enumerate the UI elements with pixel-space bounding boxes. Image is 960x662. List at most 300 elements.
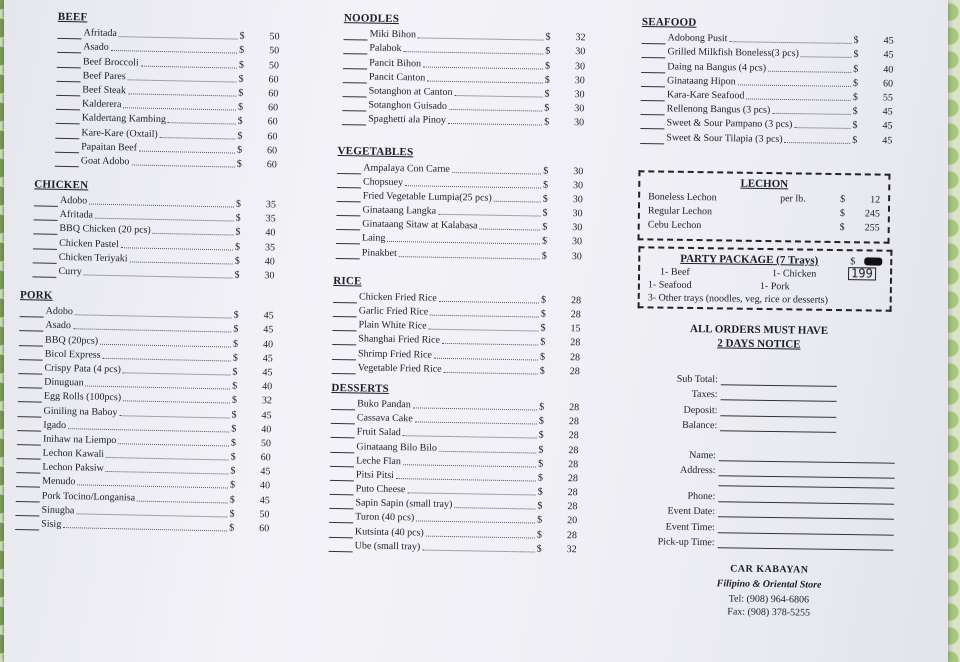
- order-qty-blank[interactable]: [641, 91, 665, 101]
- currency-sign: $: [539, 401, 545, 413]
- order-qty-blank[interactable]: [641, 77, 665, 87]
- order-qty-blank[interactable]: [16, 478, 40, 489]
- menu-item-name: Ginataang Hipon: [667, 75, 736, 88]
- menu-item-price: 45: [882, 120, 893, 132]
- leader-dots: [439, 450, 536, 453]
- deposit-label: Deposit:: [683, 404, 718, 416]
- order-qty-blank[interactable]: [16, 463, 40, 474]
- order-qty-blank[interactable]: [17, 449, 41, 460]
- currency-sign: $: [229, 479, 236, 492]
- order-qty-blank[interactable]: [15, 520, 39, 531]
- currency-sign: $: [544, 74, 550, 86]
- leader-dots: [118, 443, 229, 446]
- menu-item-name: Palabok: [369, 42, 402, 55]
- event-date-label: Event Date:: [667, 505, 716, 518]
- store-tel: Tel: (908) 964-6806: [728, 593, 810, 606]
- leader-dots: [429, 329, 539, 332]
- order-qty-blank[interactable]: [342, 115, 366, 125]
- menu-item-price: 28: [566, 529, 577, 541]
- section-pork: [7, 289, 274, 535]
- section-title-seafood: SEAFOOD: [641, 16, 697, 29]
- menu-item-name: Sweet & Sour Pampano (3 pcs): [666, 117, 793, 131]
- menu-item-price: 30: [571, 250, 582, 262]
- leader-dots: [121, 247, 233, 250]
- section-title-noodles: NOODLES: [343, 12, 400, 26]
- order-qty-blank[interactable]: [343, 87, 367, 97]
- party-line1-left: 1- Beef: [660, 266, 690, 278]
- party-title: PARTY PACKAGE (7 Trays): [680, 252, 819, 267]
- order-qty-blank[interactable]: [343, 73, 367, 83]
- menu-column-2: [328, 12, 586, 564]
- menu-item-name: Chicken Fried Rice: [358, 291, 437, 304]
- leader-dots: [452, 172, 541, 175]
- menu-item-name: Vegetable Fried Rice: [357, 362, 442, 375]
- currency-sign: $: [544, 60, 551, 72]
- menu-item-name: Dinuguan: [44, 376, 84, 389]
- order-qty-blank[interactable]: [15, 506, 39, 517]
- order-qty-blank[interactable]: [329, 528, 353, 538]
- currency-sign: $: [237, 144, 243, 156]
- currency-sign: $: [231, 409, 237, 421]
- menu-item-price: 40: [261, 423, 272, 436]
- order-qty-blank[interactable]: [336, 220, 360, 230]
- order-qty-blank[interactable]: [18, 364, 42, 375]
- order-qty-blank[interactable]: [332, 350, 356, 360]
- lechon-item-price: 245: [864, 208, 880, 220]
- menu-item-price: 30: [572, 179, 584, 191]
- section-seafood: [640, 16, 894, 147]
- menu-item-name: Inihaw na Liempo: [42, 433, 117, 447]
- leader-dots: [479, 229, 540, 231]
- order-qty-blank[interactable]: [329, 513, 353, 523]
- order-qty-blank[interactable]: [330, 442, 354, 452]
- menu-item-price: 40: [259, 480, 271, 492]
- menu-item-name: Sotanghon at Canton: [368, 85, 453, 98]
- currency-sign: $: [237, 130, 243, 142]
- order-qty-blank[interactable]: [333, 307, 357, 317]
- leader-dots: [137, 500, 228, 503]
- currency-sign: $: [536, 529, 543, 541]
- menu-item-name: Pinakbet: [361, 247, 397, 259]
- order-qty-blank[interactable]: [329, 542, 353, 552]
- menu-item-name: Kutsinta (40 pcs): [354, 526, 424, 539]
- menu-item-name: Sisig: [41, 518, 62, 531]
- section-noodles: [336, 12, 586, 130]
- order-qty-blank[interactable]: [32, 267, 56, 278]
- menu-item-name: Leche Flan: [356, 455, 401, 467]
- order-qty-blank[interactable]: [33, 225, 57, 236]
- menu-item-name: Rellenong Bangus (3 pcs): [666, 103, 771, 116]
- menu-item-name: Shanghai Fried Rice: [358, 333, 441, 347]
- lechon-item-price: 255: [864, 222, 880, 234]
- leader-dots: [139, 150, 235, 153]
- menu-item-price: 40: [262, 381, 273, 393]
- menu-item-name: Chicken Pastel: [59, 237, 119, 250]
- leader-dots: [434, 357, 538, 360]
- balance-field[interactable]: [720, 420, 836, 433]
- menu-item-name: Ginataang Langka: [362, 204, 437, 217]
- leader-dots: [449, 109, 542, 112]
- currency-sign: $: [232, 380, 238, 392]
- menu-item-name: Sweet & Sour Tilapia (3 pcs): [666, 131, 783, 145]
- notice-line-1: ALL ORDERS MUST HAVE: [689, 323, 829, 337]
- menu-item-name: Grilled Milkfish Boneless(3 pcs): [667, 46, 799, 60]
- currency-sign: $: [236, 158, 242, 170]
- order-qty-blank[interactable]: [56, 114, 80, 125]
- leader-dots: [123, 372, 231, 375]
- order-qty-blank[interactable]: [640, 133, 664, 143]
- order-qty-blank[interactable]: [333, 293, 357, 303]
- currency-sign: $: [538, 415, 544, 427]
- menu-item-price: 30: [574, 117, 585, 129]
- order-qty-blank[interactable]: [336, 234, 360, 244]
- menu-item-name: Chicken Teriyaki: [58, 251, 128, 265]
- order-qty-blank[interactable]: [332, 335, 356, 345]
- currency-sign: $: [542, 207, 548, 219]
- menu-item-price: 60: [268, 88, 279, 100]
- leader-dots: [141, 65, 237, 68]
- order-qty-blank[interactable]: [344, 30, 368, 40]
- order-qty-blank[interactable]: [55, 128, 79, 139]
- sub-total-label: Sub Total:: [676, 373, 718, 385]
- section-beef: [15, 10, 280, 171]
- leader-dots: [448, 123, 542, 126]
- menu-item-name: Asado: [45, 320, 72, 332]
- leader-dots: [801, 57, 852, 59]
- currency-sign: $: [229, 508, 235, 520]
- menu-item-price: 45: [263, 324, 274, 336]
- menu-item-name: Sinugba: [41, 504, 75, 517]
- currency-sign: $: [238, 73, 244, 85]
- taxes-field[interactable]: [721, 389, 837, 402]
- noodles-list: [342, 26, 586, 130]
- pickup-time-field[interactable]: [718, 537, 894, 550]
- leader-dots: [119, 415, 229, 418]
- currency-sign: $: [237, 115, 243, 128]
- menu-item-name: Shrimp Fried Rice: [357, 347, 433, 361]
- leader-dots: [416, 521, 535, 524]
- lechon-box: [638, 170, 891, 244]
- currency-sign: $: [229, 494, 235, 506]
- menu-item-name: Igado: [43, 419, 67, 431]
- menu-item-price: 30: [574, 60, 586, 72]
- pickup-time-label: Pick-up Time:: [657, 536, 715, 549]
- currency-sign: $: [539, 351, 546, 363]
- leader-dots: [128, 79, 237, 82]
- menu-item-price: 28: [568, 444, 579, 456]
- currency-sign: $: [852, 106, 858, 118]
- menu-item-price: 50: [269, 45, 280, 57]
- currency-sign: $: [231, 423, 237, 435]
- vegetables-list: [336, 159, 584, 263]
- currency-sign: $: [541, 236, 548, 248]
- menu-item-name: Pitsi Pitsi: [355, 469, 395, 481]
- order-qty-blank[interactable]: [337, 192, 361, 202]
- menu-item-name: Crispy Pata (4 pcs): [44, 362, 121, 376]
- currency-sign: $: [540, 336, 546, 349]
- party-line-3: 3- Other trays (noodles, veg, rice or desserts): [647, 292, 829, 306]
- menu-item-price: 45: [883, 35, 894, 47]
- menu-item-price: 50: [269, 31, 280, 43]
- currency-sign: $: [538, 458, 544, 470]
- menu-item-price: 45: [262, 367, 273, 379]
- leader-dots: [123, 107, 236, 110]
- order-qty-blank[interactable]: [337, 178, 361, 188]
- party-package-box: [638, 246, 893, 312]
- leader-dots: [407, 492, 535, 495]
- order-qty-blank[interactable]: [336, 249, 360, 259]
- lechon-item-name: Cebu Lechon: [647, 219, 702, 232]
- order-qty-blank[interactable]: [56, 100, 80, 111]
- menu-item-name: Beef Pares: [82, 70, 126, 83]
- order-qty-blank[interactable]: [331, 400, 355, 410]
- currency-sign: $: [540, 308, 546, 320]
- menu-item-price: 30: [571, 236, 583, 248]
- currency-sign: $: [852, 134, 858, 146]
- currency-sign: $: [543, 165, 549, 177]
- order-qty-blank[interactable]: [642, 34, 666, 44]
- lechon-item-name: Regular Lechon: [647, 205, 713, 218]
- menu-item-name: Beef Steak: [82, 84, 127, 97]
- currency-sign: $: [539, 365, 545, 377]
- leader-dots: [785, 142, 851, 144]
- currency-sign: $: [233, 309, 239, 321]
- lechon-list: [648, 188, 881, 233]
- order-qty-blank[interactable]: [330, 485, 354, 495]
- order-qty-blank[interactable]: [56, 86, 80, 97]
- currency-sign: $: [540, 322, 546, 334]
- currency-sign: $: [540, 294, 547, 306]
- menu-item-price: 45: [883, 49, 894, 61]
- menu-item-price: 30: [264, 270, 275, 282]
- currency-sign: $: [853, 63, 859, 75]
- leader-dots: [444, 372, 538, 375]
- menu-item-price: 35: [265, 199, 277, 211]
- desserts-list: [329, 396, 580, 556]
- order-qty-blank[interactable]: [16, 492, 40, 503]
- leader-dots: [111, 50, 237, 54]
- chicken-list: [32, 192, 276, 282]
- leader-dots: [396, 478, 536, 481]
- currency-sign: $: [544, 116, 550, 129]
- order-qty-blank[interactable]: [337, 164, 361, 174]
- currency-sign: $: [536, 543, 542, 555]
- order-qty-blank[interactable]: [342, 101, 366, 111]
- store-fax: Fax: (908) 378-5255: [727, 606, 811, 619]
- menu-item-name: Adobong Pusit: [667, 32, 728, 45]
- order-qty-blank[interactable]: [19, 350, 43, 361]
- leader-dots: [423, 66, 543, 69]
- currency-sign: $: [234, 255, 240, 267]
- menu-item-price: 45: [261, 409, 272, 421]
- menu-item-price: 30: [574, 89, 585, 101]
- leader-dots: [106, 457, 229, 461]
- order-qty-blank[interactable]: [331, 414, 355, 424]
- order-qty-blank[interactable]: [641, 63, 665, 73]
- menu-item-price: 40: [883, 63, 894, 76]
- order-qty-blank[interactable]: [330, 457, 354, 467]
- leader-dots: [128, 93, 236, 96]
- menu-item-name: Kara-Kare Seafood: [666, 89, 745, 102]
- leader-dots: [403, 436, 537, 439]
- menu-item-price: 28: [569, 351, 581, 363]
- menu-item-price: 28: [567, 472, 578, 485]
- order-qty-blank[interactable]: [330, 471, 354, 481]
- menu-item-price: 50: [268, 59, 280, 72]
- menu-item-name: Ginataang Sitaw at Kalabasa: [362, 218, 478, 232]
- currency-sign: $: [230, 465, 236, 477]
- menu-item-name: Garlic Fried Rice: [358, 305, 429, 318]
- menu-item-price: 30: [572, 208, 583, 220]
- menu-item-name: Kalderera: [81, 98, 122, 111]
- deposit-field[interactable]: [720, 405, 836, 418]
- order-qty-blank[interactable]: [640, 119, 664, 129]
- currency-sign: $: [230, 451, 236, 463]
- leader-dots: [794, 127, 850, 129]
- menu-item-name: Sapin Sapin (small tray): [355, 497, 453, 511]
- currency-sign: $: [853, 77, 859, 89]
- leader-dots: [418, 38, 544, 41]
- menu-item-name: Pork Tocino/Longanisa: [41, 490, 136, 504]
- menu-item-name: Beef Broccoli: [82, 55, 139, 69]
- order-qty-blank[interactable]: [55, 142, 79, 153]
- menu-item-name: Buko Pandan: [357, 398, 411, 411]
- currency-sign: $: [238, 87, 244, 99]
- menu-item-price: 40: [264, 256, 275, 268]
- currency-sign: $: [537, 472, 543, 484]
- order-qty-blank[interactable]: [57, 57, 81, 68]
- currency-sign: $: [229, 522, 235, 534]
- order-qty-blank[interactable]: [34, 196, 58, 207]
- order-qty-blank[interactable]: [343, 59, 367, 69]
- menu-item-price: 15: [570, 323, 581, 335]
- order-qty-blank[interactable]: [55, 157, 79, 168]
- leader-dots: [168, 122, 236, 124]
- menu-item-price: 60: [260, 452, 271, 464]
- currency-sign: $: [542, 193, 548, 205]
- leader-dots: [160, 136, 236, 139]
- menu-item-price: 60: [259, 523, 270, 535]
- menu-column-1: [7, 10, 280, 543]
- order-qty-blank[interactable]: [19, 336, 43, 347]
- leader-dots: [403, 464, 536, 467]
- leader-dots: [738, 84, 851, 87]
- currency-sign: $: [231, 394, 237, 406]
- order-qty-blank[interactable]: [18, 378, 42, 389]
- currency-sign: $: [232, 338, 239, 350]
- currency-sign: $: [239, 30, 245, 42]
- menu-item-price: 32: [566, 543, 577, 556]
- menu-item-name: Menudo: [42, 476, 76, 488]
- currency-sign: $: [235, 198, 242, 210]
- order-qty-blank[interactable]: [336, 206, 360, 216]
- order-qty-blank[interactable]: [33, 253, 57, 264]
- leader-dots: [131, 164, 234, 167]
- party-price-handwritten: 199: [848, 267, 876, 280]
- order-qty-blank[interactable]: [57, 43, 81, 54]
- currency-sign: $: [545, 31, 551, 43]
- menu-item-price: 60: [267, 130, 278, 142]
- section-chicken: [12, 178, 276, 283]
- order-qty-blank[interactable]: [17, 421, 41, 432]
- menu-item-price: 30: [574, 103, 585, 115]
- order-qty-blank[interactable]: [17, 407, 41, 418]
- leader-dots: [415, 422, 537, 425]
- menu-item-name: Ube (small tray): [354, 540, 421, 553]
- order-qty-blank[interactable]: [343, 44, 367, 54]
- leader-dots: [84, 274, 233, 278]
- order-qty-blank[interactable]: [34, 211, 58, 222]
- menu-item-name: Fried Vegetable Lumpia(25 pcs): [362, 190, 492, 204]
- section-title-vegetables: VEGETABLES: [337, 145, 414, 159]
- menu-item-price: 28: [567, 501, 578, 513]
- store-info: [684, 563, 855, 619]
- menu-item-price: 45: [882, 134, 893, 147]
- currency-sign: $: [232, 352, 238, 364]
- leader-dots: [427, 80, 543, 83]
- menu-item-price: 50: [259, 508, 270, 521]
- sub-total-field[interactable]: [721, 374, 837, 387]
- leader-dots: [413, 407, 537, 410]
- leader-dots: [405, 185, 541, 188]
- order-qty-blank[interactable]: [33, 239, 57, 250]
- order-qty-blank[interactable]: [57, 72, 81, 83]
- leader-dots: [119, 36, 238, 39]
- order-qty-blank[interactable]: [332, 364, 356, 374]
- order-qty-blank[interactable]: [641, 105, 665, 115]
- order-qty-blank[interactable]: [332, 321, 356, 331]
- phone-label: Phone:: [687, 490, 716, 502]
- menu-item-price: 30: [573, 165, 584, 177]
- currency-sign: $: [232, 366, 238, 378]
- order-qty-blank[interactable]: [641, 48, 665, 58]
- leader-dots: [100, 343, 231, 347]
- party-line1-right: 1- Chicken: [771, 268, 817, 280]
- menu-item-name: Puto Cheese: [355, 483, 406, 496]
- section-title-desserts: DESSERTS: [331, 381, 390, 395]
- menu-item-name: Turon (40 pcs): [355, 511, 415, 524]
- menu-item-price: 60: [267, 102, 279, 114]
- currency-sign: $: [239, 45, 245, 57]
- order-qty-blank[interactable]: [19, 321, 43, 332]
- menu-item-price: 32: [261, 395, 272, 407]
- menu-item-name: Ampalaya Con Carne: [363, 161, 451, 175]
- section-desserts: [329, 382, 580, 556]
- beef-list: [55, 25, 280, 171]
- menu-item-name: Afritada: [59, 209, 94, 221]
- order-qty-blank[interactable]: [329, 499, 353, 509]
- leader-dots: [399, 256, 540, 259]
- menu-item-name: Adobo: [59, 194, 88, 207]
- leader-dots: [454, 507, 535, 509]
- order-qty-blank[interactable]: [331, 428, 355, 438]
- currency-sign: $: [839, 222, 845, 234]
- currency-sign: $: [230, 437, 237, 449]
- order-qty-blank[interactable]: [18, 392, 42, 403]
- currency-sign: $: [541, 250, 547, 262]
- menu-item-price: 30: [572, 194, 583, 206]
- menu-item-name: Asado: [83, 41, 109, 54]
- order-qty-blank[interactable]: [57, 29, 81, 40]
- order-qty-blank[interactable]: [20, 307, 44, 318]
- menu-item-name: Daing na Bangus (4 pcs): [667, 60, 767, 74]
- leader-dots: [123, 401, 230, 404]
- currency-sign: $: [235, 212, 241, 224]
- menu-item-name: Plain White Rice: [358, 319, 427, 332]
- leader-dots: [106, 471, 229, 475]
- order-qty-blank[interactable]: [17, 435, 41, 446]
- menu-item-price: 40: [262, 338, 274, 350]
